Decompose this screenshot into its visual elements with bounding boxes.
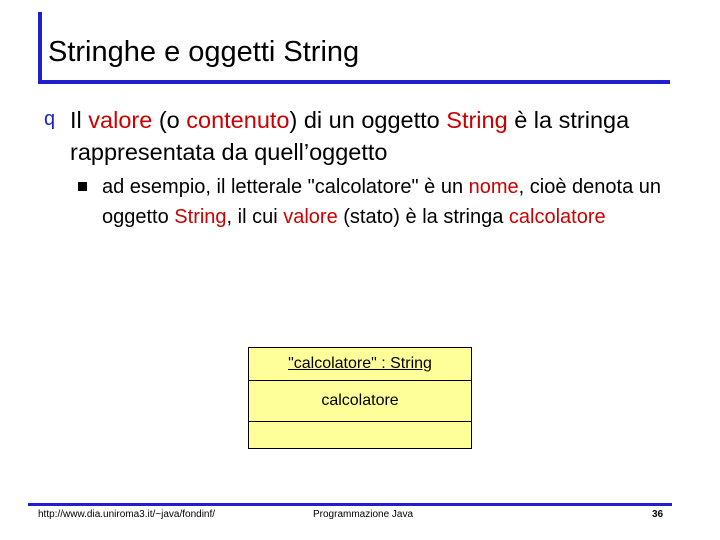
- bullet-small-square-icon: [78, 182, 87, 191]
- footer-divider: [28, 503, 672, 506]
- text-run: , il cui: [226, 206, 284, 228]
- object-header: "calcolatore" : String: [249, 348, 471, 381]
- text-run: , cioè denota un oggetto: [102, 176, 661, 228]
- text-run: (stato) è la stringa: [337, 206, 509, 228]
- text-run: (o: [152, 107, 187, 133]
- bullet-level1-text: [44, 104, 704, 168]
- title-vertical-bar: [38, 12, 42, 84]
- title-underline-bar: [38, 80, 670, 84]
- highlight-valore: valore: [88, 107, 153, 133]
- highlight-valore: valore: [283, 206, 338, 228]
- bullet-level2-text: [78, 172, 698, 232]
- highlight-string: String: [446, 107, 508, 133]
- text-run: è la stringa rappresentata da quell’oggetto: [70, 107, 630, 165]
- text-run: ) di un oggetto: [289, 107, 447, 133]
- bullet-level2: [78, 172, 698, 232]
- text-run: Il: [70, 107, 89, 133]
- highlight-nome: nome: [468, 176, 519, 198]
- highlight-string: String: [174, 206, 227, 228]
- footer-course: Programmazione Java: [313, 509, 414, 520]
- bullet-square-icon: q: [44, 108, 56, 130]
- object-diagram-box: [248, 347, 472, 449]
- object-empty-section: [249, 422, 471, 448]
- footer-url: http://www.dia.uniroma3.it/~java/fondinf/: [38, 509, 216, 520]
- bullet-level1: [44, 104, 704, 168]
- page-number: 36: [652, 509, 664, 520]
- object-value: calcolatore: [249, 381, 471, 422]
- highlight-calcolatore: calcolatore: [508, 206, 606, 228]
- slide-title: Stringhe e oggetti String: [48, 36, 360, 68]
- highlight-contenuto: contenuto: [186, 107, 290, 133]
- text-run: ad esempio, il letterale "calcolatore" è un: [102, 176, 469, 198]
